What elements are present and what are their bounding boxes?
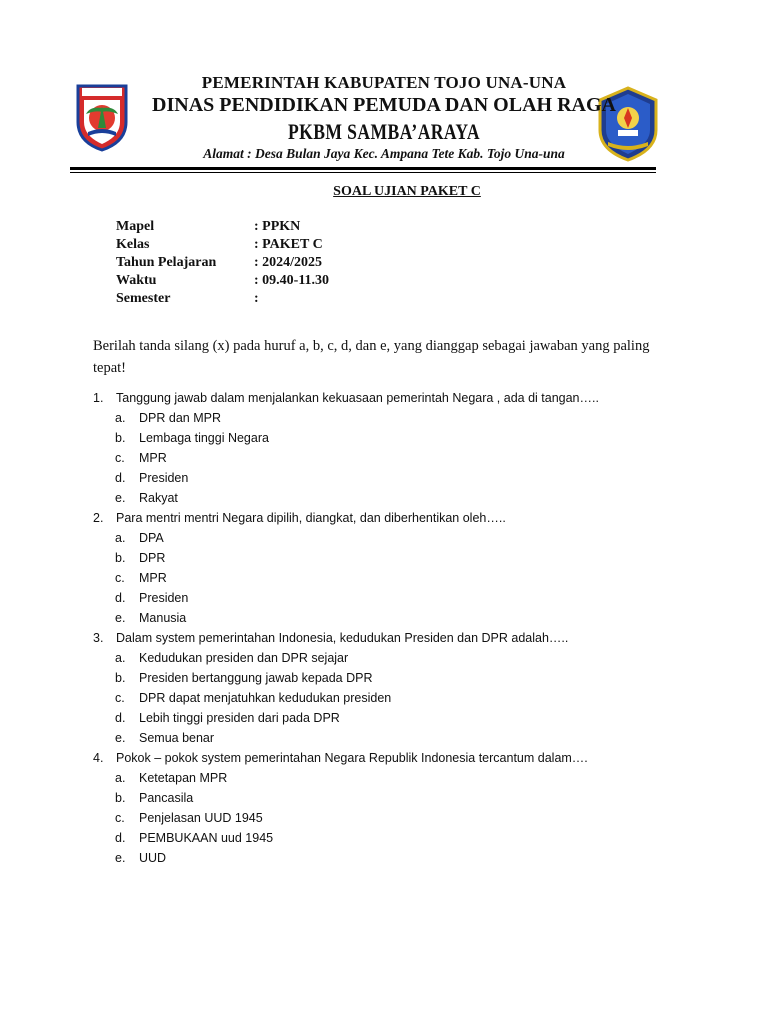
answer-option: [93, 548, 693, 568]
option-letter: d.: [115, 591, 126, 605]
option-letter: e.: [115, 851, 126, 865]
option-letter: a.: [115, 531, 126, 545]
option-text: MPR: [139, 451, 167, 465]
option-text: Presiden bertanggung jawab kepada DPR: [139, 671, 373, 685]
question-number: 1.: [93, 391, 104, 405]
metadata-value: : PPKN: [254, 219, 301, 234]
option-text: Rakyat: [139, 491, 178, 505]
option-text: Pancasila: [139, 791, 194, 805]
answer-option: [93, 708, 693, 728]
answer-option: [93, 448, 693, 468]
metadata-row: [116, 290, 329, 308]
question-list: [93, 388, 693, 868]
option-text: Lembaga tinggi Negara: [139, 431, 269, 445]
option-letter: c.: [115, 691, 125, 705]
answer-option: [93, 488, 693, 508]
metadata-key: Waktu: [116, 273, 157, 288]
answer-option: [93, 828, 693, 848]
option-text: Penjelasan UUD 1945: [139, 811, 263, 825]
answer-option: [93, 588, 693, 608]
metadata-value: :: [254, 291, 259, 306]
option-letter: d.: [115, 831, 126, 845]
metadata-key: Tahun Pelajaran: [116, 255, 217, 270]
metadata-key: Kelas: [116, 237, 150, 252]
option-text: Manusia: [139, 611, 187, 625]
option-letter: a.: [115, 771, 126, 785]
option-letter: d.: [115, 471, 126, 485]
option-text: Lebih tinggi presiden dari pada DPR: [139, 711, 340, 725]
option-letter: a.: [115, 651, 126, 665]
answer-option: [93, 808, 693, 828]
option-letter: d.: [115, 711, 126, 725]
question-item: [93, 388, 693, 408]
option-letter: b.: [115, 791, 126, 805]
answer-option: [93, 848, 693, 868]
option-letter: b.: [115, 671, 126, 685]
answer-option: [93, 428, 693, 448]
option-letter: c.: [115, 571, 125, 585]
option-text: UUD: [139, 851, 167, 865]
option-letter: e.: [115, 731, 126, 745]
institution-heading: PKBM SAMBA’ARAYA: [287, 119, 481, 144]
question-item: [93, 748, 693, 768]
address-line: Alamat : Desa Bulan Jaya Kec. Ampana Tete Kab. Tojo Una-una: [203, 146, 565, 161]
question-number: 2.: [93, 511, 104, 525]
option-text: Presiden: [139, 471, 189, 485]
answer-option: [93, 408, 693, 428]
metadata-row: [116, 272, 329, 290]
option-letter: e.: [115, 611, 126, 625]
question-text: Pokok – pokok system pemerintahan Negara Republik Indonesia tercantum dalam….: [116, 751, 588, 765]
metadata-row: [116, 254, 329, 272]
question-text: Tanggung jawab dalam menjalankan kekuasaan pemerintah Negara , ada di tangan…..: [116, 391, 599, 405]
header-divider-thin: [70, 172, 656, 173]
question-text: Para mentri mentri Negara dipilih, diangkat, dan diberhentikan oleh…..: [116, 511, 506, 525]
option-text: Presiden: [139, 591, 189, 605]
question-item: [93, 628, 693, 648]
answer-option: [93, 648, 693, 668]
government-heading: PEMERINTAH KABUPATEN TOJO UNA-UNA: [201, 73, 567, 92]
metadata-key: Mapel: [116, 219, 155, 234]
option-letter: a.: [115, 411, 126, 425]
question-text: Dalam system pemerintahan Indonesia, kedudukan Presiden dan DPR adalah…..: [116, 631, 569, 645]
metadata-key: Semester: [116, 291, 171, 306]
metadata-row: [116, 218, 329, 236]
metadata-value: : 09.40-11.30: [254, 273, 330, 288]
metadata-row: [116, 236, 329, 254]
option-letter: b.: [115, 431, 126, 445]
option-text: Ketetapan MPR: [139, 771, 228, 785]
department-heading: DINAS PENDIDIKAN PEMUDA DAN OLAH RAGA: [152, 94, 616, 116]
option-text: DPR dapat menjatuhkan kedudukan presiden: [139, 691, 392, 705]
question-number: 3.: [93, 631, 104, 645]
instruction-text: Berilah tanda silang (x) pada huruf a, b, c, d, dan e, yang dianggap sebagai jawaban yang paling tepat!: [93, 338, 650, 376]
option-text: PEMBUKAAN uud 1945: [139, 831, 274, 845]
option-text: DPA: [139, 531, 164, 545]
answer-option: [93, 528, 693, 548]
answer-option: [93, 468, 693, 488]
answer-option: [93, 568, 693, 588]
answer-option: [93, 728, 693, 748]
answer-option: [93, 788, 693, 808]
option-letter: c.: [115, 811, 125, 825]
exam-title: SOAL UJIAN PAKET C: [333, 184, 481, 199]
answer-option: [93, 688, 693, 708]
question-number: 4.: [93, 751, 104, 765]
option-text: DPR dan MPR: [139, 411, 221, 425]
metadata-value: : PAKET C: [254, 237, 323, 252]
answer-option: [93, 608, 693, 628]
header-divider-thick: [70, 167, 656, 170]
option-letter: b.: [115, 551, 126, 565]
question-item: [93, 508, 693, 528]
exam-metadata: [116, 218, 329, 308]
option-text: MPR: [139, 571, 167, 585]
option-text: Semua benar: [139, 731, 215, 745]
metadata-value: : 2024/2025: [254, 255, 323, 270]
option-letter: c.: [115, 451, 125, 465]
option-text: Kedudukan presiden dan DPR sejajar: [139, 651, 349, 665]
answer-option: [93, 768, 693, 788]
option-letter: e.: [115, 491, 126, 505]
answer-option: [93, 668, 693, 688]
option-text: DPR: [139, 551, 166, 565]
